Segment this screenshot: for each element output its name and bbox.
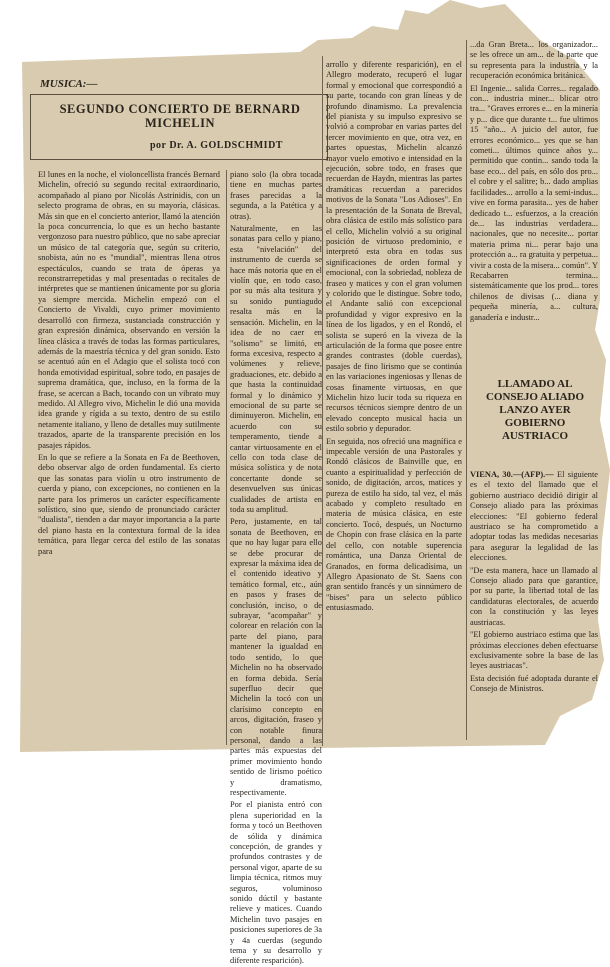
paragraph xyxy=(470,470,598,564)
paragraph: ...da Gran Breta... los organizador... se les ofrece un am... de la parte que su representa para la industria y la recuperación económica británica. xyxy=(470,40,598,81)
byline: por Dr. A. GOLDSCHMIDT xyxy=(150,140,283,151)
paragraph: El lunes en la noche, el violoncellista francés Bernard Michelin, ofreció su segundo recital extraordinario, acompañado al piano por Nicolás Astrinidis, con un selecto programa de obras, en su mayoría, clásicas. Más sin que en el concierto anterior, llamó la atención la poca concurrencia, lo que es un hecho bastante vergonzoso para nuestro público, que no sabe apreciar un músico de tal categoría que, según su criterio, snobista, aún no es "mundial", mientras llena otros espectáculos, cuando se trata de óperas ya reconstrarrepetidas y mal presentadas o recitales de intérpretes que se mantienen únicamente por su gloria ya siempre mercida. Michelin empezó con el Concierto de Vivaldi, cuyo primer movimiento desarrolló con firmeza, sustanciada construcción y gran expresión dinámica, observando en versión la línea clásica a través de todas las formas particulares, además de la maestría técnica y del gran sonido. Esto se acentuó aún en el Adagio que el solista tocó con honda emotividad espiritual, sobre todo, en pasajes de suprema dramática, que, incluso, en la forma de la frase, se acercan a Bach, tocando con un vibrato muy medido. Al Allegro vivo, Michelin le dió una movida idea grande y rígida a su texto, dentro de su estilo netamente italiano, y lleno de detalles muy sutilmente trazados, aparte de la transparente precisión en los pasajes rápidos. xyxy=(38,170,220,450)
paragraph-text: El siguiente es el texto del llamado que el gobierno austriaco decidió dirigir al Consejo aliado para las próximas elecciones: "El gobierno federal austriaco se ha comprometido a adoptar todas las medidas necesarias para asegurar la legalidad de las elecciones. xyxy=(470,470,598,563)
paragraph: Naturalmente, en las sonatas para cello y piano, esta "nivelación" del instrumento de cuerda se hace más notoria que en el violín que, en todo caso, por su más alta tesitura y su sonido puntiagudo resalta más en la sensación. Michelin, en la idea de no caer en "solismo" se limitó, en forma excesiva, respecto a volúmenes y relieve, graduaciones, etc. debido a que hasta la continuidad formal y lo dinámico y emocional de su parte se diminuyeron. Michelin, en acuerdo con su temperamento, tiende a cantar virtuosamente en el cello con toda clase de música solística y de nota concertante donde se desenvuelven sus únicas cualidades de artista en toda su amplitud. xyxy=(230,224,322,514)
paragraph: En seguida, nos ofreció una magnífica e impecable versión de una Pastorales y Rondó clásicos de Bainville que, en cuanto a espiritualidad y perfección de sonido, de digitación, arcos, matices y pureza de estilo ha sido, tal vez, el más acabado y completo resultado en materia de música clásica, en este concierto. Tocó, después, un Nocturno de Chopin con frase clásica en la parte del cello, con notable superencia romántica, una Danza Oriental de Granados, en forma delicadísima, un Allegro Apasionato de St. Saens con gran sentido francés y un sinnúmero de "bises" para un selecto público entusiasmado. xyxy=(326,436,462,613)
column-rule xyxy=(466,40,467,740)
article-column-2 xyxy=(230,170,322,966)
section-label: MUSICA:— xyxy=(40,78,98,90)
paragraph: Pero, justamente, en tal sonata de Beethoven, en que no hay lugar para ello se debe procurar de expresar la máxima idea de el contenido ideativo y temático formal, etc., aún en pasos y frases de conclusión, inciso, o de subrayar, "acompañar" y colorear en relación con la parte del piano, para mantener la igualdad en todo sentido, lo que Michelin no ha observado en forma debida. Sería superfluo decir que Michelin la tocó con un clarísimo concepto en arcos, digitación, fraseo y con notable finura personal, dando a las partes más expuestas del primer movimiento hondo sentido de lirismo poético y dramatismo, respectivamente. xyxy=(230,517,322,797)
paragraph: En lo que se refiere a la Sonata en Fa de Beethoven, debo observar algo de orden fundamental. Es cierto que las sonatas para violín u otro instrumento de cuerda y piano, con excepciones, no contienen en la parte para los primeros un carácter específicamente solístico, sino que, siendo de pronunciado carácter "dualista", tienden a dar mayor importancia a la parte del piano hasta en la contextura formal de la idea temática, para llegar cerca del estilo de las sonatas para xyxy=(38,452,220,556)
paragraph: "El gobierno austriaco estima que las próximas elecciones deben efectuarse exclusivamente sobre la base de las leyes austriacas". xyxy=(470,630,598,671)
paragraph: piano solo (la obra tocada tiene en muchas partes frases parecidas a la segunda, a la Patética y a otras). xyxy=(230,170,322,221)
paragraph: arrollo y diferente resparición), en el Allegro moderato, recuperó el lugar formal y emocional que correspondió a su parte, tocando con gran líneas y de profundo dinamismo. La prevalencia del pianista y su impulso expresivo se volvió a comprobar en varias partes del tercer movimiento en que, otra vez, en partes opuestas, Michelin alcanzó mayor vuelo emotivo e intensidad en la ejecución, sobre todo, en frases que recuerdan de Haydn, mientras las partes dramáticas recuerdan a parecidos motivos de la Sonata "Los Adioses". En la presentación de la Sonata de Breval, obra clásica de estilo más solístico para el cello, Michelin volvió a su original posición de virtuoso predominio, e interpretó esta obra en todas sus significaciones de orden formal y emocional, con la sobriedad, nobleza de fraseo y matices y con el gran volumen y colorido que le distingue. Sobre todo, el Andante salió con excepcional profundidad y vigor expresivo en la línea de los ligados, y en el Rondó, el solista se superó en la viveza de la articulación de la forma que posee entre grandes contrastes (doble cuerdas), pasajes de fino lirismo que se continúa en las variaciones ingeniosas y llenas de cosas finamente virtuosas, en que Michelin hizo lucir toda su riqueza en recursos técnicos siempre dentro de un elevado concepto musical hacia un estilo sobrio y depurador. xyxy=(326,60,462,434)
article-column-3 xyxy=(326,60,462,750)
column-rule xyxy=(322,56,323,746)
dateline: VIENA, 30.—(AFP).— xyxy=(470,470,554,479)
article-headline: SEGUNDO CONCIERTO DE BERNARD MICHELIN xyxy=(59,102,301,130)
article-column-1 xyxy=(38,170,220,750)
paragraph: "De esta manera, hace un llamado al Consejo aliado para que garantice, por su parte, la libertad total de las candidaturas electorales, de acuerdo con la constitución y las leyes austriacas. xyxy=(470,565,598,627)
paragraph: Esta decisión fué adoptada durante el Consejo de Ministros. xyxy=(470,673,598,694)
second-article-column xyxy=(470,470,598,710)
paragraph: Por el pianista entró con plena superioridad en la forma y tocó un Beethoven de sólida y dinámica concepción, de grandes y profundos contrastes y de personal vigor, aparte de su limpia técnica, ritmos muy seguros, voluminoso sonido dúctil y bastante relieve y matices. Cuando Michelin tuvo pasajes en posiciones superiores de 3a y 4a cuerdas (segundo tema y su desarrollo y diferente resparición). xyxy=(230,800,322,966)
paragraph: El Ingenie... salida Corres... regalado con... industria miner... blicar otro tra... "Graves errores e... en la minería y p... dice que durante t... fue ultimos 15 "año... A juicio del autor, fue errores económico... yes que se han cometi... últimos quince años y... permitido que contin... sando toda la base eco... del país, en sólo dos pro... el cobre y el salitre; b... dado amplias facilidades... arrollo a la semi-indus... vive en forma parasita... yes de haber dedicado t... esfuerzos, a la creación de... las industrias verdadera... nacionales, que no necesite... portar materia prima ni... perar bajo una protección a... ra gratuita y perpetua... vivir a costa de la misera... común". Y Recabarren termina... sistemáticamente que los prod... tores chilenos de divisas (... diana y pequeña minería, a... cultura, ganadería e industr... xyxy=(470,83,598,322)
adjacent-article-column xyxy=(470,40,598,370)
second-headline: LLAMADO AL CONSEJO ALIADO LANZO AYER GOBIERNO AUSTRIACO xyxy=(485,378,585,442)
column-rule xyxy=(226,170,227,745)
